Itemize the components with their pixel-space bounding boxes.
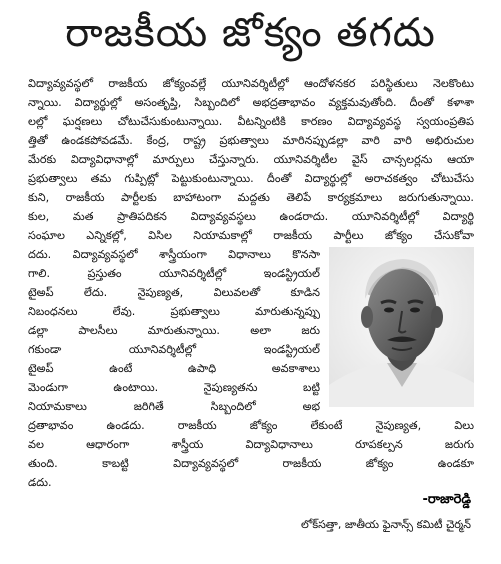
body-line: విద్యావ్యవస్థలో రాజకీయ జోక్యంవల్లే యూనివర్శిటీల్లో ఆందోళనకర పరిస్థితులు నెలకొంటు bbox=[28, 77, 474, 90]
body-line: న్నాయి. విద్యార్థుల్లో అసంతృప్తి, సిబ్బందిలో అభద్రతాభావం వ్యక్తమవుతోంది. దీంతో కళాశా bbox=[28, 96, 474, 109]
body-line: సంఘాల ఎన్నికల్లో, విసిల నియామకాల్లో రాజకీయ పార్టీలు జోక్యం చేసుకోవా bbox=[28, 229, 474, 242]
body-line: వల ఆధారంగా శాస్త్రీయ విద్యావిధానాలు రూపకల్పన జరుగు bbox=[28, 438, 474, 451]
body-line: నిబంధనలు లేవు. ప్రభుత్వాలు మారుతున్నప్పు bbox=[28, 305, 320, 318]
author-affiliation: లోక్‌సత్తా, జాతీయ ఫైనాన్స్ కమిటీ చైర్మన్ bbox=[300, 518, 471, 531]
body-line: కుల, మత ప్రాతిపదికన విద్యావ్యవస్థలు ఉండరాదు. యూనివర్శిటీల్లో విద్యార్థి bbox=[28, 210, 474, 223]
body-line: మేరకు విద్యావిధానాల్లో మార్పులు చేస్తున్నారు. యూనివర్శిటీల వైస్ చాన్సలర్లను ఆయా bbox=[28, 153, 474, 166]
body-line: లల్లో ఘర్షణలు చోటుచేసుకుంటున్నాయి. వీటన్నింటికి కారణం విద్యావ్యవస్థ స్వయంప్రతిప bbox=[28, 115, 474, 128]
body-line: కుని, రాజకీయ పార్టీలకు బాహాటంగా మద్దతు తెలిపే కార్యక్రమాలు జరుగుతున్నాయి. bbox=[28, 191, 474, 204]
body-line: డదు. bbox=[28, 476, 52, 489]
body-line: ప్రభుత్వాలు తమ గుప్పిట్లో పెట్టుకుంటున్నాయి. దీంతో విద్యార్థుల్లో అరాచకత్వం చోటుచేసు bbox=[28, 172, 474, 185]
body-line: త్తితో ఉండకపోవడమే. కేంద్ర, రాష్ట్ర ప్రభుత్వాలు మారినప్పుడల్లా వారి వారి అభిరుచుల bbox=[28, 134, 474, 147]
body-line: దదు. విద్యావ్యవస్థలో శాస్త్రీయంగా విధానాలు కొనసా bbox=[28, 248, 320, 261]
portrait-image bbox=[329, 247, 474, 407]
body-line: టైఅప్ లేదు. నైపుణ్యత, విలువలతో కూడిన bbox=[28, 286, 320, 299]
author-signature: -రాజారెడ్డి bbox=[422, 492, 471, 507]
body-line: టైఅప్ ఉంటే ఉపాధి అవకాశాలు bbox=[28, 362, 320, 375]
body-line: నియామకాలు జరిగితే సిబ్బందిలో అభ bbox=[28, 400, 320, 413]
body-line: డల్లా పాలసీలు మారుతున్నాయి. అలా జరు bbox=[28, 324, 320, 337]
body-line: గాలి. ప్రస్తుతం యూనివర్శిటీల్లో ఇండస్ట్రియల్ bbox=[28, 267, 320, 280]
body-line: ద్రతాభావం ఉండదు. రాజకీయ జోక్యం లేకుంటే నైపుణ్యత, విలు bbox=[28, 419, 474, 432]
body-line: తుంది. కాబట్టి విద్యావ్యవస్థలో రాజకీయ జోక్యం ఉండకూ bbox=[28, 457, 474, 470]
body-line: మెండుగా ఉంటాయి. నైపుణ్యతను బట్టి bbox=[28, 381, 320, 394]
author-photo bbox=[329, 247, 474, 407]
body-line: గకుండా యూనివర్శిటీల్లో ఇండస్ట్రియల్ bbox=[28, 343, 320, 356]
headline: రాజకీయ జోక్యం తగదు bbox=[65, 10, 436, 56]
